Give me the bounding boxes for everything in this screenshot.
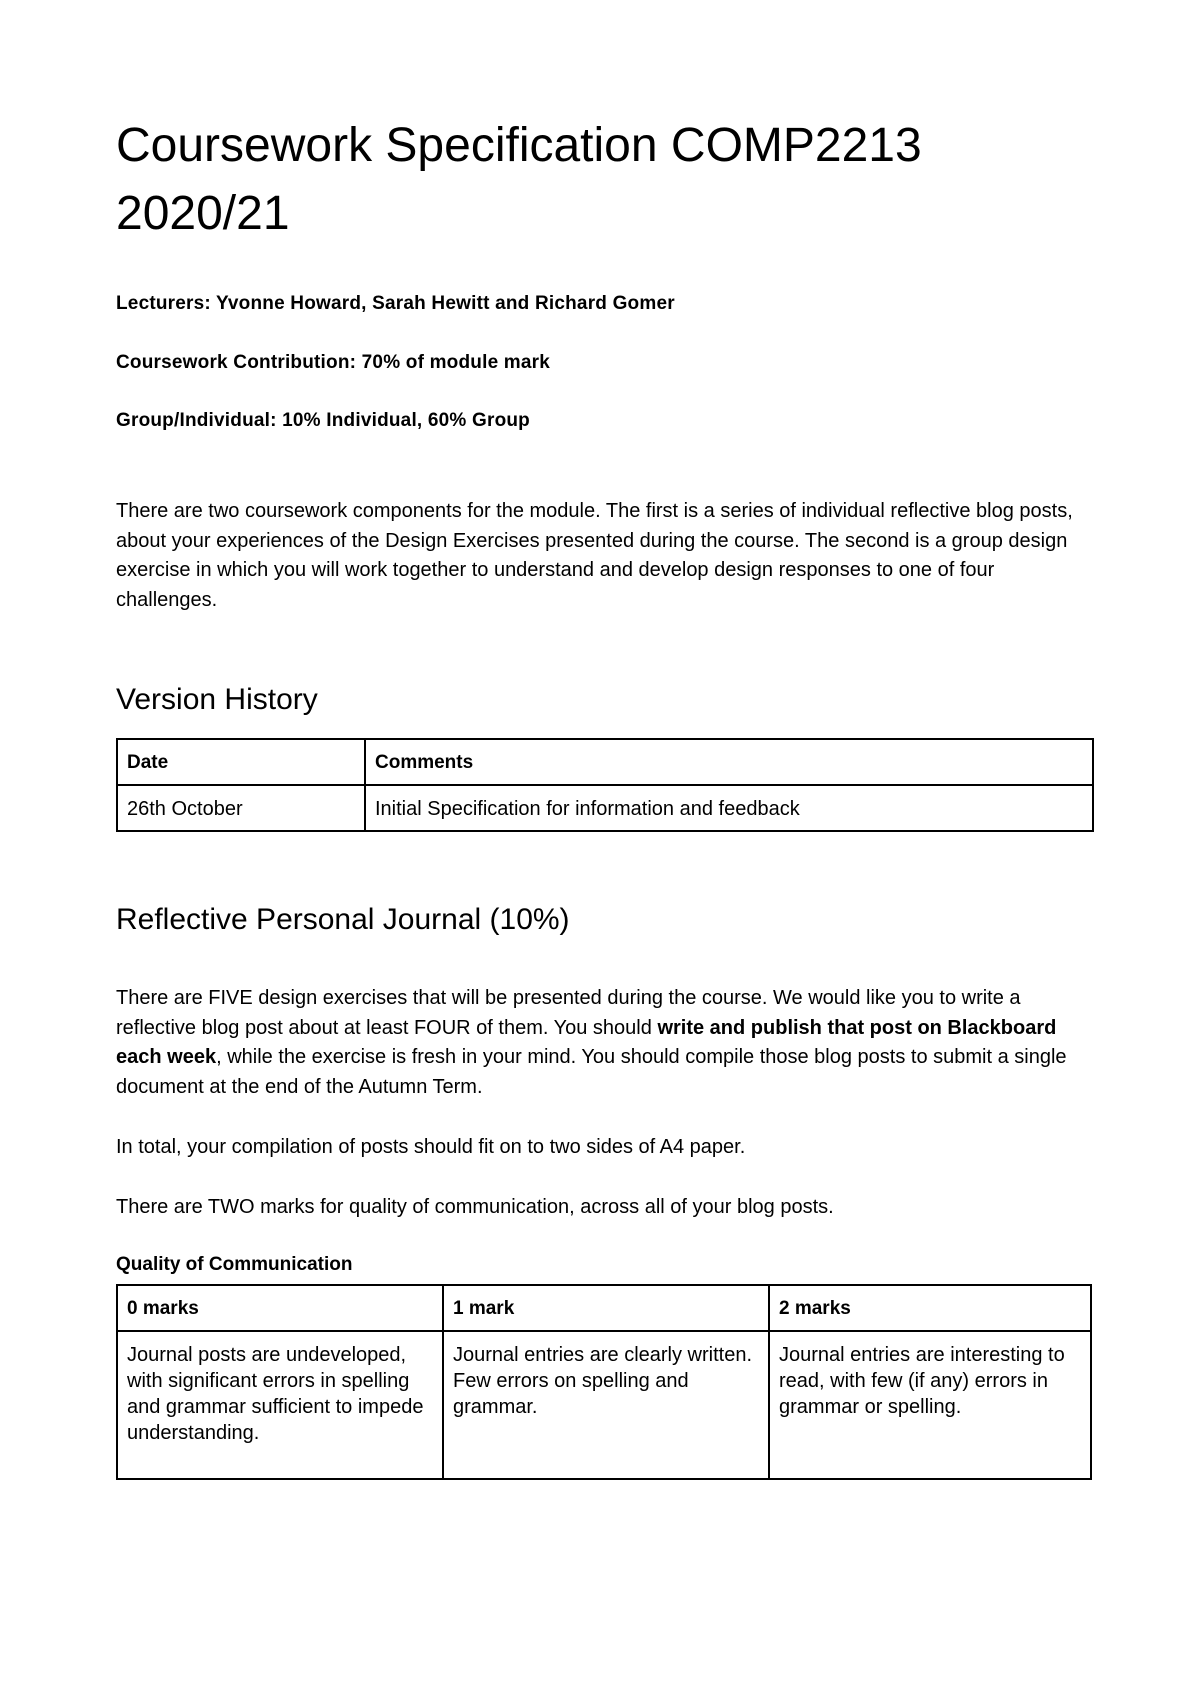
- row-date: 26th October: [117, 785, 365, 831]
- header-2-marks: 2 marks: [769, 1285, 1091, 1331]
- cell-1-mark: Journal entries are clearly written. Few errors on spelling and grammar.: [443, 1331, 769, 1479]
- cell-0-marks: Journal posts are undeveloped, with significant errors in spelling and grammar sufficient to impede understanding.: [117, 1331, 443, 1479]
- quality-caption: Quality of Communication: [116, 1254, 353, 1275]
- header-date: Date: [117, 739, 365, 785]
- table-row: [117, 785, 1093, 831]
- table-header-row: [117, 739, 1093, 785]
- header-comments: Comments: [365, 739, 1093, 785]
- journal-paragraph-3: There are TWO marks for quality of communication, across all of your blog posts.: [116, 1196, 834, 1218]
- intro-paragraph: There are two coursework components for the module. The first is a series of individual reflective blog posts, about your experiences of the Design Exercises presented during the course. The second is a group design exercise in which you will work together to understand and develop design responses to one of four challenges.: [116, 500, 1073, 611]
- header-0-marks: 0 marks: [117, 1285, 443, 1331]
- contribution-line: Coursework Contribution: 70% of module mark: [116, 352, 551, 373]
- header-1-mark: 1 mark: [443, 1285, 769, 1331]
- journal-para1-tail: , while the exercise is fresh in your mind. You should compile those blog posts to submit a single document at the end of the Autumn Term.: [116, 1046, 1067, 1098]
- lecturers-line: Lecturers: Yvonne Howard, Sarah Hewitt and Richard Gomer: [116, 293, 675, 314]
- row-comment: Initial Specification for information and feedback: [365, 785, 1093, 831]
- journal-paragraph-2: In total, your compilation of posts should fit on to two sides of A4 paper.: [116, 1136, 746, 1158]
- table-header-row: [117, 1285, 1091, 1331]
- group-individual-line: Group/Individual: 10% Individual, 60% Group: [116, 410, 530, 431]
- document-title: Coursework Specification COMP2213 2020/21: [116, 119, 922, 240]
- version-history-heading: Version History: [116, 683, 318, 716]
- journal-heading: Reflective Personal Journal (10%): [116, 903, 570, 936]
- quality-table: [116, 1284, 1092, 1480]
- journal-paragraph-1: [116, 984, 1096, 1102]
- journal-para1-bold: write and publish that post on Blackboard each week: [116, 1016, 1057, 1068]
- cell-2-marks: Journal entries are interesting to read, with few (if any) errors in grammar or spelling.: [769, 1331, 1091, 1479]
- journal-para1-text: There are FIVE design exercises that will be presented during the course. We would like you to write a reflective blog post about at least FOUR of them. You should: [116, 987, 1021, 1039]
- version-history-table: [116, 738, 1094, 832]
- table-row: [117, 1331, 1091, 1479]
